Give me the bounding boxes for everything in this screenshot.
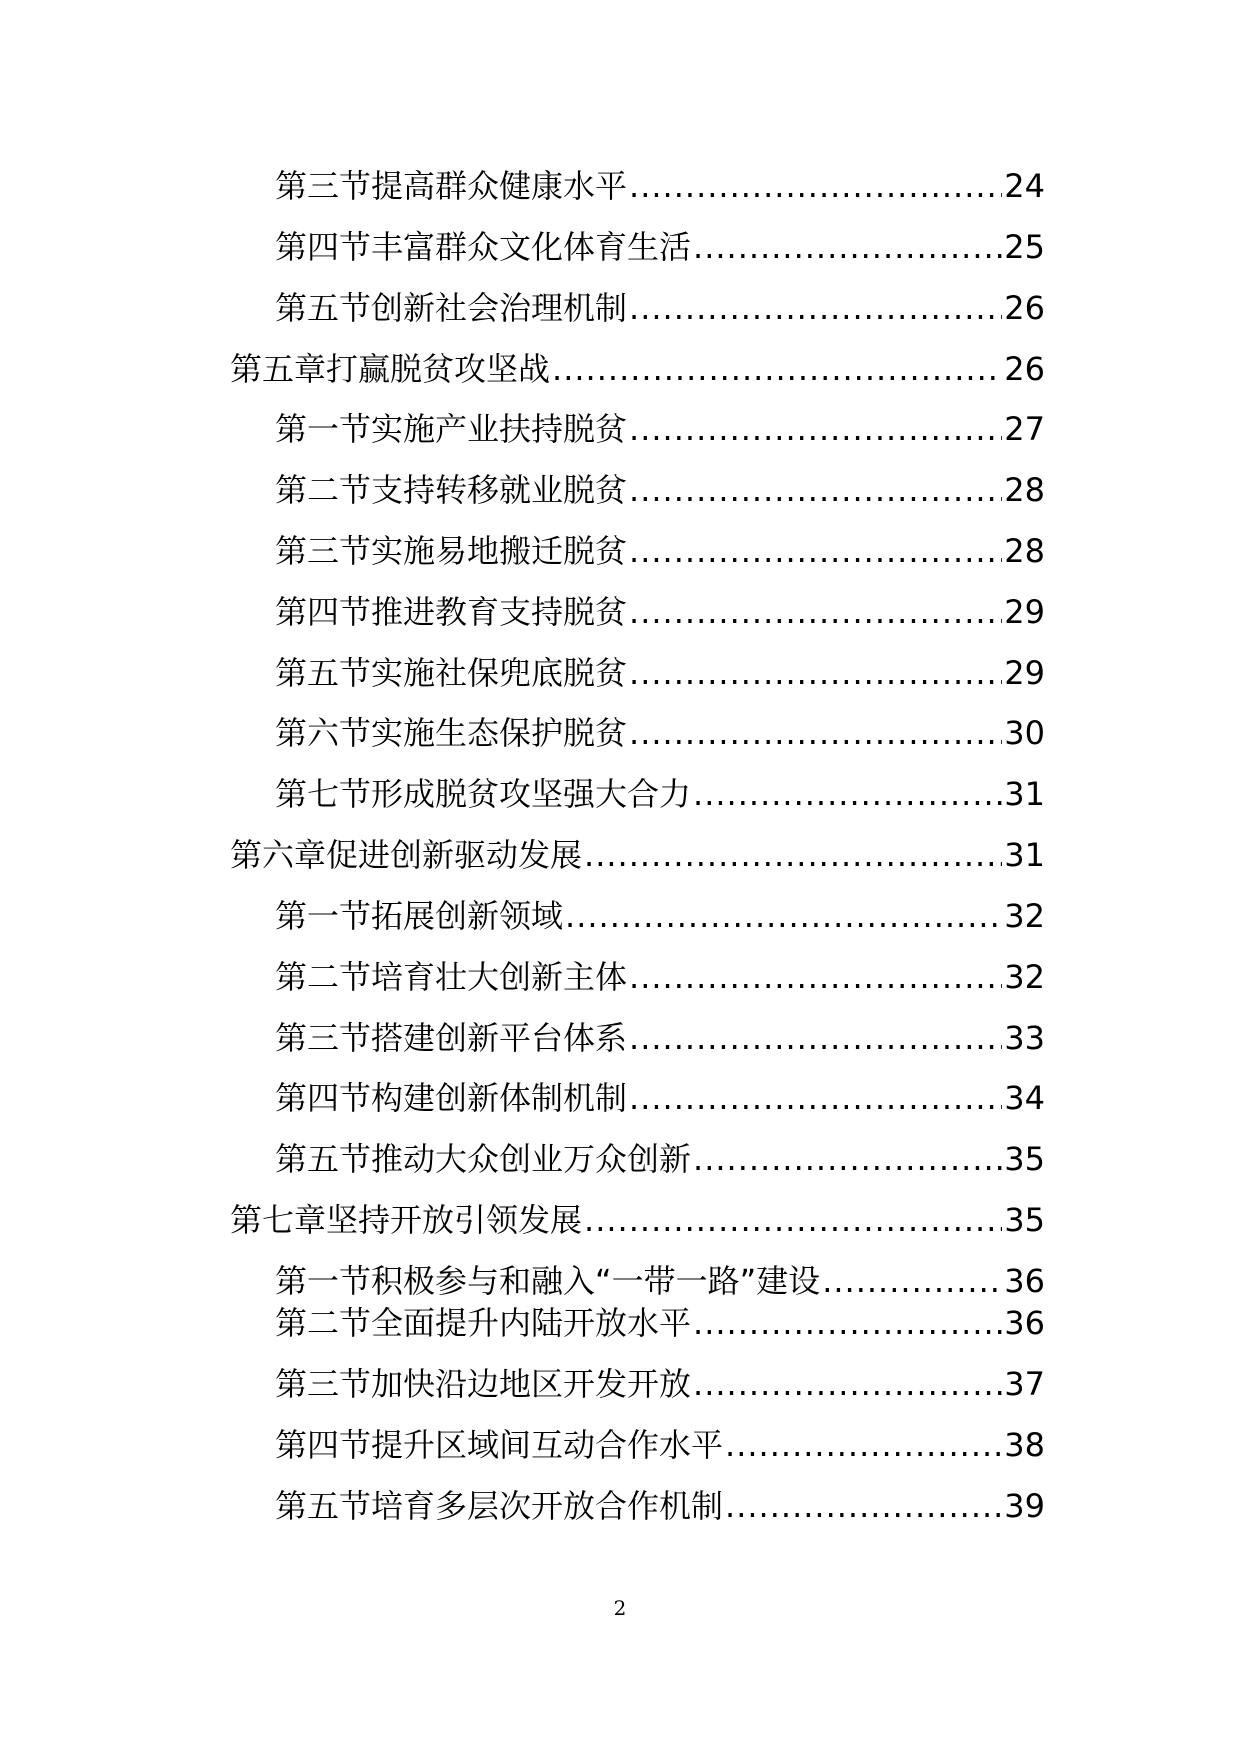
toc-entry-label: 第三节 xyxy=(275,532,372,570)
toc-dot-leader xyxy=(584,835,1002,875)
toc-entry[interactable] xyxy=(275,1010,1045,1058)
toc-entry-title: 丰富群众文化体育生活 xyxy=(371,228,692,266)
toc-entry[interactable] xyxy=(275,1356,1045,1404)
toc-entry-page: 35 xyxy=(1004,1140,1045,1178)
toc-entry-label: 第二节 xyxy=(275,958,372,996)
toc-entry[interactable] xyxy=(275,705,1045,753)
toc-entry-title: 实施易地搬迁脱贫 xyxy=(371,532,628,570)
toc-entry-title: 构建创新体制机制 xyxy=(371,1079,628,1117)
toc-entry-label: 第二节 xyxy=(275,1304,372,1342)
toc-entry[interactable] xyxy=(275,523,1045,571)
toc-entry[interactable] xyxy=(275,1295,1045,1343)
toc-entry-label: 第五节 xyxy=(275,654,372,692)
toc-dot-leader xyxy=(629,592,1002,632)
toc-entry-title: 促进创新驱动发展 xyxy=(326,836,583,874)
toc-entry-title: 支持转移就业脱贫 xyxy=(371,471,628,509)
toc-dot-leader xyxy=(629,531,1002,571)
toc-entry[interactable] xyxy=(275,1070,1045,1118)
toc-entry[interactable] xyxy=(275,766,1045,814)
toc-entry-title: 积极参与和融入“一带一路”建设 xyxy=(371,1262,821,1300)
toc-entry-page: 31 xyxy=(1004,836,1045,874)
toc-entry-page: 37 xyxy=(1004,1365,1045,1403)
toc-entry-label: 第一节 xyxy=(275,1262,372,1300)
toc-entry-title: 搭建创新平台体系 xyxy=(371,1019,628,1057)
toc-dot-leader xyxy=(693,1303,1002,1343)
toc-entry[interactable] xyxy=(275,280,1045,328)
toc-entry-page: 24 xyxy=(1004,167,1045,205)
toc-entry-page: 31 xyxy=(1004,775,1045,813)
toc-entry-label: 第七节 xyxy=(275,775,372,813)
toc-entry-page: 27 xyxy=(1004,410,1045,448)
toc-entry-label: 第五节 xyxy=(275,289,372,327)
toc-entry-page: 26 xyxy=(1004,289,1045,327)
toc-entry-title: 实施社保兜底脱贫 xyxy=(371,654,628,692)
toc-entry-title: 推动大众创业万众创新 xyxy=(371,1140,692,1178)
toc-entry-title: 提高群众健康水平 xyxy=(371,167,628,205)
toc-dot-leader xyxy=(693,1364,1002,1404)
toc-entry-chapter[interactable] xyxy=(230,827,1045,875)
toc-dot-leader xyxy=(629,409,1002,449)
toc-entry-page: 36 xyxy=(1004,1262,1045,1300)
toc-entry[interactable] xyxy=(275,949,1045,997)
toc-dot-leader xyxy=(725,1425,1002,1465)
toc-entry-label: 第五节 xyxy=(275,1140,372,1178)
toc-entry-title: 实施生态保护脱贫 xyxy=(371,714,628,752)
toc-entry-page: 26 xyxy=(1004,350,1045,388)
toc-entry-chapter[interactable] xyxy=(230,1192,1045,1240)
toc-entry-title: 推进教育支持脱贫 xyxy=(371,593,628,631)
toc-entry-title: 全面提升内陆开放水平 xyxy=(371,1304,692,1342)
toc-entry-title: 创新社会治理机制 xyxy=(371,289,628,327)
toc-entry-label: 第三节 xyxy=(275,167,372,205)
toc-dot-leader xyxy=(725,1486,1002,1526)
toc-dot-leader xyxy=(629,1018,1002,1058)
toc-entry-title: 坚持开放引领发展 xyxy=(326,1201,583,1239)
toc-entry-title: 培育多层次开放合作机制 xyxy=(371,1487,724,1525)
toc-dot-leader xyxy=(584,1200,1002,1240)
toc-dot-leader xyxy=(629,713,1002,753)
toc-dot-leader xyxy=(565,896,1002,936)
toc-dot-leader xyxy=(629,288,1002,328)
toc-entry-label: 第一节 xyxy=(275,410,372,448)
toc-entry-label: 第四节 xyxy=(275,1426,372,1464)
toc-entry-page: 29 xyxy=(1004,593,1045,631)
toc-entry-page: 28 xyxy=(1004,532,1045,570)
toc-entry-label: 第七章 xyxy=(230,1201,327,1239)
toc-entry-page: 38 xyxy=(1004,1426,1045,1464)
toc-entry-title: 培育壮大创新主体 xyxy=(371,958,628,996)
toc-dot-leader xyxy=(629,166,1002,206)
toc-dot-leader xyxy=(629,1078,1002,1118)
toc-entry-chapter[interactable] xyxy=(230,341,1045,389)
toc-entry-page: 33 xyxy=(1004,1019,1045,1057)
toc-entry-label: 第四节 xyxy=(275,593,372,631)
toc-entry-label: 第三节 xyxy=(275,1365,372,1403)
toc-entry-page: 30 xyxy=(1004,714,1045,752)
toc-entry[interactable] xyxy=(275,888,1045,936)
toc-entry-page: 28 xyxy=(1004,471,1045,509)
toc-entry[interactable] xyxy=(275,462,1045,510)
toc-dot-leader xyxy=(552,349,1002,389)
toc-entry-title: 打赢脱贫攻坚战 xyxy=(326,350,551,388)
toc-entry-label: 第六节 xyxy=(275,714,372,752)
toc-entry-title: 提升区域间互动合作水平 xyxy=(371,1426,724,1464)
toc-entry-label: 第五章 xyxy=(230,350,327,388)
toc-entry-page: 32 xyxy=(1004,897,1045,935)
toc-entry-page: 39 xyxy=(1004,1487,1045,1525)
toc-entry-page: 34 xyxy=(1004,1079,1045,1117)
toc-entry-title: 加快沿边地区开发开放 xyxy=(371,1365,692,1403)
toc-entry-label: 第二节 xyxy=(275,471,372,509)
toc-entry-label: 第一节 xyxy=(275,897,372,935)
toc-entry-page: 36 xyxy=(1004,1304,1045,1342)
toc-entry[interactable] xyxy=(275,1131,1045,1179)
toc-entry-page: 25 xyxy=(1004,228,1045,266)
toc-entry-label: 第六章 xyxy=(230,836,327,874)
page-number: 2 xyxy=(613,1596,627,1620)
toc-entry-label: 第四节 xyxy=(275,228,372,266)
toc-entry-page: 29 xyxy=(1004,654,1045,692)
toc-entry-page: 32 xyxy=(1004,958,1045,996)
toc-entry[interactable] xyxy=(275,1478,1045,1526)
toc-dot-leader xyxy=(629,957,1002,997)
toc-entry[interactable] xyxy=(275,1417,1045,1465)
toc-entry[interactable] xyxy=(275,401,1045,449)
toc-entry[interactable] xyxy=(275,158,1045,206)
toc-dot-leader xyxy=(629,470,1002,510)
toc-dot-leader xyxy=(693,774,1002,814)
toc-entry-label: 第三节 xyxy=(275,1019,372,1057)
toc-dot-leader xyxy=(693,1139,1002,1179)
toc-entry-title: 拓展创新领域 xyxy=(371,897,564,935)
toc-dot-leader xyxy=(693,227,1002,267)
toc-entry-page: 35 xyxy=(1004,1201,1045,1239)
toc-entry[interactable] xyxy=(275,584,1045,632)
toc-entry-title: 实施产业扶持脱贫 xyxy=(371,410,628,448)
toc-entry-label: 第五节 xyxy=(275,1487,372,1525)
toc-entry[interactable] xyxy=(275,219,1045,267)
toc-dot-leader xyxy=(629,653,1002,693)
toc-entry-title: 形成脱贫攻坚强大合力 xyxy=(371,775,692,813)
toc-entry-label: 第四节 xyxy=(275,1079,372,1117)
toc-entry[interactable] xyxy=(275,1253,1045,1301)
toc-entry[interactable] xyxy=(275,645,1045,693)
